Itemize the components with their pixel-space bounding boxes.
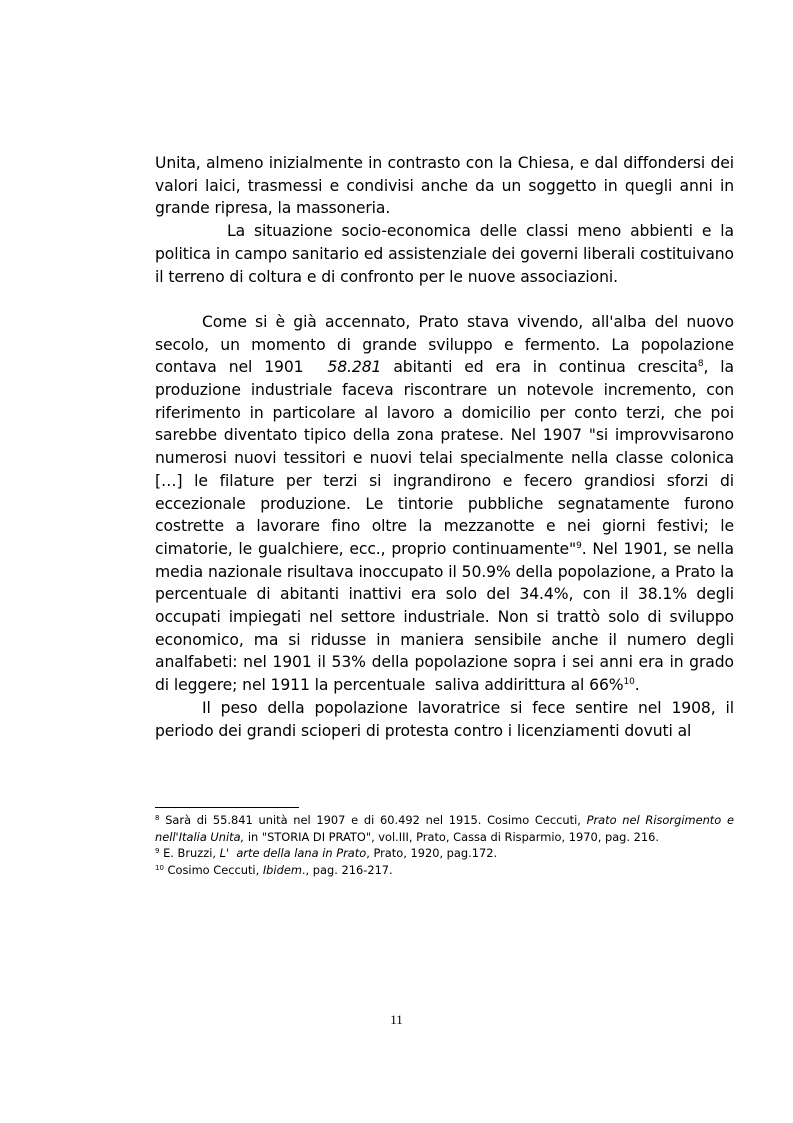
body-text xyxy=(155,152,734,742)
paragraph-4: Il peso della popolazione lavoratrice si fece sentire nel 1908, il periodo dei grandi scioperi di protesta contro i licenziamenti dovuti al xyxy=(155,698,734,740)
paragraph-gap xyxy=(155,288,734,311)
paragraph-3-part-b: abitanti ed era in continua crescita xyxy=(381,358,698,377)
footnote-number: 8 xyxy=(155,814,160,822)
footnote-text: E. Bruzzi, xyxy=(159,846,220,861)
footnote-separator xyxy=(155,807,299,808)
population-figure: 58.281 xyxy=(327,358,382,377)
page-number: 11 xyxy=(390,1012,403,1027)
paragraph-2: La situazione socio-economica delle classi meno abbienti e la politica in campo sanitario ed assistenziale dei governi liberali costituivano il terreno di coltura e di confronto per le nuove associazioni. xyxy=(155,222,734,286)
footnote-text: , Prato, 1920, pag.172. xyxy=(366,846,498,861)
footnotes xyxy=(155,812,734,878)
footnote-number: 10 xyxy=(155,863,164,872)
footnote-10 xyxy=(155,862,734,879)
footnote-number: 9 xyxy=(155,847,160,856)
footnote-text: in "STORIA DI PRATO", vol.III, Prato, Cassa di Risparmio, 1970, pag. 216. xyxy=(244,829,660,844)
footnote-text: ., pag. 216-217. xyxy=(301,862,393,877)
footnote-ref-9[interactable]: 9 xyxy=(576,540,582,551)
paragraph-1: Unita, almeno inizialmente in contrasto con la Chiesa, e dal diffondersi dei valori laici, trasmessi e condivisi anche da un soggetto in quegli anni in grande ripresa, la massoneria. xyxy=(155,154,734,218)
paragraph-3 xyxy=(155,311,734,697)
footnote-title: Prato nel Risorgimento e nell'Italia Unita, xyxy=(155,813,734,844)
footnote-title: L' arte della lana in Prato xyxy=(219,846,367,861)
footnote-title: Ibidem xyxy=(262,862,302,877)
footnote-9 xyxy=(155,845,734,862)
paragraph-3-part-d: . Nel 1901, se nella media nazionale risultava inoccupato il 50.9% della popolazione, a Prato la percentuale di abitanti inattivi era solo del 34.4%, con il 38.1% degli occupati impiegati nel settore industriale. Non si trattò solo di sviluppo economico, ma si ridusse in maniera sensibile anche il numero degli analfabeti: nel 1901 il 53% della popolazione sopra i sei anni era in grado di leggere; nel 1911 la percentuale saliva addirittura al 66% xyxy=(155,539,734,695)
footnote-text: Sarà di 55.841 unità nel 1907 e di 60.492 nel 1915. Cosimo Ceccuti, xyxy=(159,813,587,827)
paragraph-3-part-c: , la produzione industriale faceva riscontrare un notevole incremento, con riferimento in particolare al lavoro a domicilio per conto terzi, che poi sarebbe diventato tipico della zona pratese. Nel 1907 "si improvvisarono numerosi nuovi tessitori e nuovi telai specialmente nella classe colonica […] le filature per terzi si ingrandirono e fecero grandiosi sforzi di eccezionale produzione. Le tintorie pubbliche segnatamente furono costrette a lavorare fino oltre la mezzanotte e nei giorni festivi; le cimatorie, le gualchiere, ecc., proprio continuamente" xyxy=(155,358,734,558)
paragraph-3-part-e: . xyxy=(634,676,640,695)
footnote-text: Cosimo Ceccuti, xyxy=(163,862,263,877)
footnote-ref-10[interactable]: 10 xyxy=(623,677,635,688)
footnote-ref-8[interactable]: 8 xyxy=(697,359,704,370)
footnote-8 xyxy=(155,812,734,845)
paragraph-3-part-a: Come si è già accennato, Prato stava vivendo, all'alba del nuovo secolo, un momento di grande sviluppo e fermento. La popolazione contava nel 1901 xyxy=(155,312,734,377)
